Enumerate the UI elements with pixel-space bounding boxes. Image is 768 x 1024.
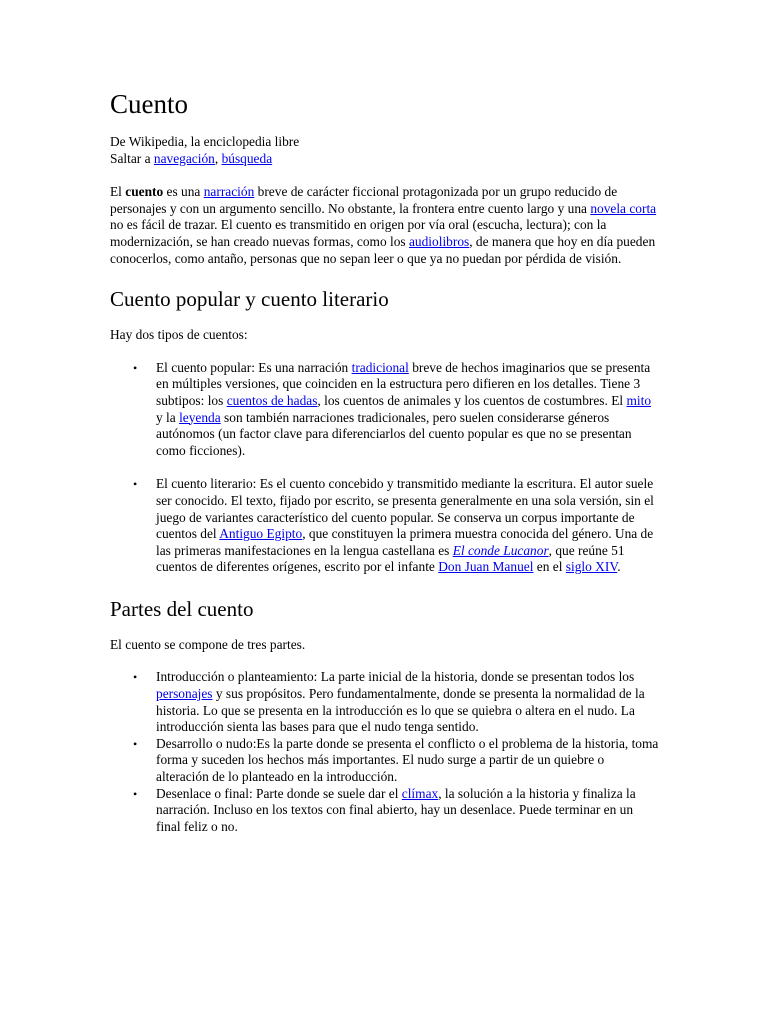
search-link[interactable]: búsqueda <box>221 150 273 166</box>
intro-paragraph <box>110 184 660 267</box>
link-audiolibros[interactable]: audiolibros <box>408 233 470 249</box>
intro-text: es una <box>163 184 204 200</box>
link-cuentos-de-hadas[interactable]: cuentos de hadas <box>226 392 318 408</box>
link-leyenda[interactable]: leyenda <box>179 409 221 425</box>
parts-list <box>110 669 660 835</box>
link-italic-title: El conde Lucanor <box>452 542 549 558</box>
item-text: y sus propósitos. Pero fundamentalmente, donde se presenta la normalidad de la historia. Lo que se presenta en la introducción es lo que se quiebra o altera en el nudo. La introducción sienta las bases para que el nudo tenga sentido. <box>156 686 645 735</box>
section-lead: El cuento se compone de tres partes. <box>110 636 306 652</box>
item-text: El cuento literario: Es el cuento concebido y transmitido mediante la escritura. El autor suele ser conocido. El texto, fijado por escrito, se presenta generalmente en una sola versión, sin el juego de variantes característico del cuento popular. Se conserva un corpus importante de cuentos del <box>156 476 654 542</box>
link-novela-corta[interactable]: novela corta <box>590 200 657 216</box>
section-lead: Hay dos tipos de cuentos: <box>110 327 248 343</box>
item-text: Introducción o planteamiento: La parte inicial de la historia, donde se presentan todos los <box>156 669 635 685</box>
intro-text: breve de carácter ficcional protagonizada por un grupo reducido de personajes y con un argumento sencillo. No obstante, la frontera entre cuento largo y una <box>110 184 618 216</box>
item-text: , la solución a la historia y finaliza la narración. Incluso en los textos con final abierto, hay un desenlace. Puede terminar en un final feliz o no. <box>156 785 636 834</box>
jump-links <box>110 151 660 168</box>
item-text: , que constituyen la primera muestra conocida del género. Una de las primeras manifestaciones en la lengua castellana es <box>156 526 654 558</box>
link-antiguo-egipto[interactable]: Antiguo Egipto <box>219 526 303 542</box>
section-heading-partes: Partes del cuento <box>110 596 254 621</box>
list-item <box>133 785 660 836</box>
page-title: Cuento <box>110 89 188 119</box>
jump-prefix: Saltar a <box>110 150 154 166</box>
link-tradicional[interactable]: tradicional <box>351 359 409 375</box>
item-text: , los cuentos de animales y los cuentos de costumbres. El <box>317 392 627 408</box>
bullet-icon: • <box>133 670 138 685</box>
intro-text: , de manera que hoy en día pueden conocerlos, como antaño, personas que no sepan leer o que ya no puedan por pérdida de visión. <box>110 233 656 266</box>
link-el-conde-lucanor[interactable] <box>453 543 549 558</box>
intro-text: no es fácil de trazar. El cuento es transmitido en origen por vía oral (escucha, lectura); con la modernización, se han creado nuevas formas, como los <box>110 217 607 249</box>
bullet-icon: • <box>133 736 138 751</box>
link-mito[interactable]: mito <box>626 392 652 408</box>
link-personajes[interactable]: personajes <box>156 686 213 702</box>
item-text: Desenlace o final: Parte donde se suele dar el <box>156 785 402 801</box>
types-list <box>110 360 660 576</box>
list-item <box>133 359 660 460</box>
article <box>110 86 660 835</box>
intro-bold-term: cuento <box>125 184 164 200</box>
item-text: en el <box>533 559 566 575</box>
item-text: El cuento popular: Es una narración <box>156 359 352 375</box>
item-text: , que reúne 51 cuentos de diferentes orígenes, escrito por el infante <box>156 542 625 575</box>
list-item <box>133 669 660 735</box>
item-text: y la <box>156 409 180 425</box>
item-text: son también narraciones tradicionales, pero suelen considerarse géneros autónomos (un factor clave para diferenciarlos del cuento popular es que no se presentan como ficciones). <box>156 409 632 458</box>
link-siglo-xiv[interactable]: siglo XIV <box>565 559 618 575</box>
site-subtitle: De Wikipedia, la enciclopedia libre <box>110 134 300 149</box>
item-text: Desarrollo o nudo:Es la parte donde se presenta el conflicto o el problema de la historia, toma forma y suceden los hechos más importantes. El nudo surge a partir de un quiebre o alteración de lo planteado en la introducción. <box>156 735 659 785</box>
link-climax[interactable]: clímax <box>401 785 439 801</box>
bullet-icon: • <box>133 477 138 492</box>
bullet-icon: • <box>133 786 138 801</box>
nav-link[interactable]: navegación <box>153 150 215 166</box>
list-item <box>133 735 660 786</box>
jump-sep: , <box>214 150 222 166</box>
link-don-juan-manuel[interactable]: Don Juan Manuel <box>438 559 534 575</box>
item-text: breve de hechos imaginarios que se presenta en múltiples versiones, que coinciden en la estructura pero difieren en los detalles. Tiene 3 subtipos: los <box>156 359 651 408</box>
item-text: . <box>617 559 621 575</box>
list-item <box>133 476 660 576</box>
bullet-icon: • <box>133 360 138 375</box>
intro-text: El <box>110 184 126 200</box>
section-heading-tipos: Cuento popular y cuento literario <box>110 287 389 312</box>
link-narracion[interactable]: narración <box>203 184 255 200</box>
